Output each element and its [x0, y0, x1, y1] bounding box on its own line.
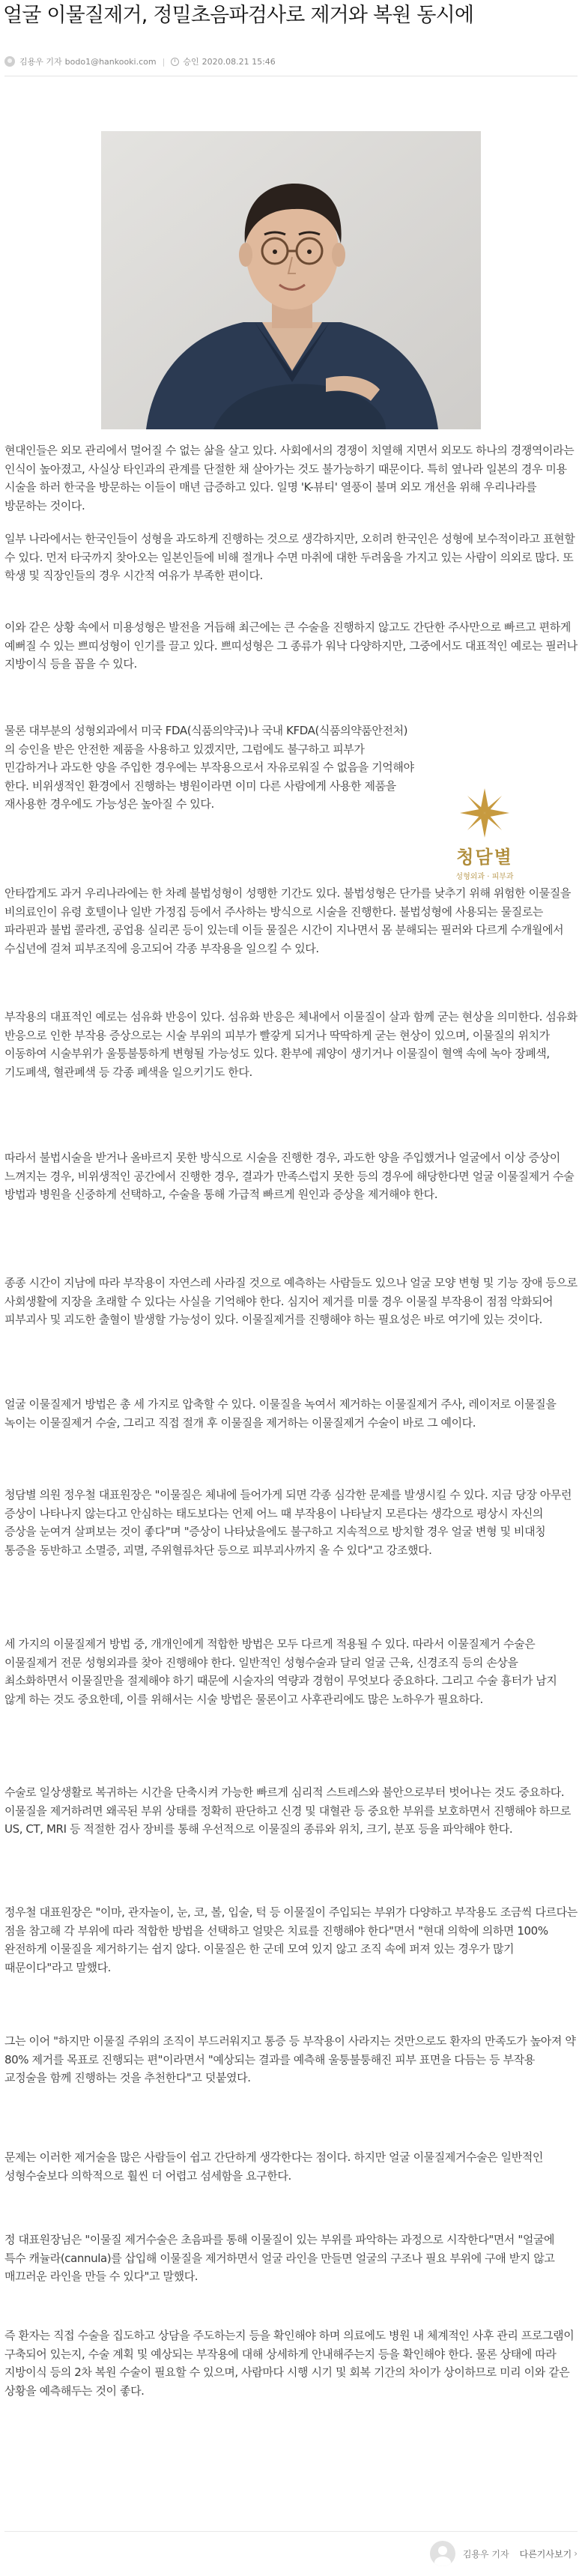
article-paragraph: 일부 나라에서는 한국인들이 성형을 과도하게 진행하는 것으로 생각하지만, 오히려 한국인은 성형에 보수적이라고 표현할 수 있다. 먼저 타국까지 찾아오는 일본인들에 비해 절개나 수면 마취에 대한 두려움을 가지고 있는 사람이 의외로 많다. 또 학생 및 직장인들의 경우 시간적 여유가 부족한 편이다.: [4, 532, 575, 583]
article-paragraph: 물론 대부분의 성형외과에서 미국 FDA(식품의약국)나 국내 KFDA(식품의약품안전처)의 승인을 받은 안전한 제품을 사용하고 있겠지만, 그럼에도 불구하고 피부가 민감하거나 과도한 양을 주입한 경우에는 부작용으로서 자유로워질 수 없음을 기억해야 한다. 비위생적인 환경에서 진행하는 병원이라면 이미 다른 사람에게 사용한 제품을 재사용한 경우에도 가능성은 높아질 수 있다.: [4, 724, 414, 811]
chevron-right-icon: ›: [574, 2548, 578, 2559]
footer-divider: [4, 2531, 578, 2532]
article-paragraph: 부작용의 대표적인 예로는 섬유화 반응이 있다. 섬유화 반응은 체내에서 이물질이 살과 함께 굳는 현상을 의미한다. 섬유화 반응으로 인한 부작용 증상으로는 시술 부위의 피부가 빨갛게 되거나 딱딱하게 굳는 현상이 있으며, 이물질의 위치가 이동하여 시술부위가 울퉁불퉁하게 변형될 가능성도 있다. 환부에 궤양이 생기거나 이물질이 혈액 속에 녹아 장폐색, 기도폐색, 혈관폐색 등 각종 폐색을 일으키기도 한다.: [4, 1010, 578, 1079]
article-paragraph: 현대인들은 외모 관리에서 멀어질 수 없는 삶을 살고 있다. 사회에서의 경쟁이 치열해 지면서 외모도 하나의 경쟁역이라는 인식이 높아졌고, 사실상 타인과의 관계를 단절한 채 살아가는 것도 불가능하기 때문이다. 특히 옆나라 일본의 경우 미용 시술을 하러 한국을 방문하는 이들이 매년 급증하고 있다. 일명 'K-뷰티' 열풍이 불며 외모 개선을 위해 우리나라를 방문하는 것이다.: [4, 444, 575, 513]
article-footer: [430, 2540, 578, 2567]
author-name[interactable]: 김용우 기자: [19, 57, 62, 67]
article-paragraph: 종종 시간이 지남에 따라 부작용이 자연스레 사라질 것으로 예측하는 사람들도 있으나 얼굴 모양 변형 및 기능 장애 등으로 사회생활에 지장을 초래할 수 있다는 사실을 기억해야 한다. 심지어 제거를 미룰 경우 이물질 부작용이 점점 악화되어 피부괴사 및 괴도한 출혈이 발생할 가능성이 있다. 이물질제거를 진행해야 하는 필요성은 바로 여기에 있는 것이다.: [4, 1276, 578, 1327]
byline-separator: |: [162, 56, 166, 67]
author-avatar-icon: [4, 56, 15, 67]
published-label: 승인: [183, 57, 199, 67]
article-paragraph: 정우철 대표원장은 "이마, 관자놀이, 눈, 코, 볼, 입술, 턱 등 이물질이 주입되는 부위가 다양하고 부작용도 조금씩 다르다는 점을 참고해 각 부위에 따라 적합한 방법을 선택하고 얼맞은 치료를 진행해야 한다"면서 "현대 의학에 의하면 100% 완전하게 이물질을 제거하기는 쉽지 않다. 이물질은 한 군데 모여 있지 않고 조직 속에 퍼져 있는 경우가 많기 때문이다"라고 말했다.: [4, 1905, 578, 1974]
portrait-photo-icon: [101, 131, 481, 429]
more-articles-link[interactable]: 다른기사보기: [519, 2548, 572, 2560]
article-paragraph: 안타깝게도 과거 우리나라에는 한 차례 불법성형이 성행한 기간도 있다. 불법성형은 단가를 낮추기 위해 위험한 이물질을 비의료인이 유령 호텔이나 일반 가정집 등에서 주사하는 방식으로 시술을 진행한다. 불법성형에 사용되는 물질로는 파라핀과 불법 콜라겐, 공업용 실리콘 등이 있는데 이들 물질은 시간이 지나면서 몸 분해되는 필러와 다르게 수개월에서 수십년에 걸쳐 피부조직에 응고되어 각종 부작용을 일으킬 수 있다.: [4, 886, 571, 955]
article-paragraph: 정 대표원장님은 "이물질 제거수술은 초음파를 통해 이물질이 있는 부위를 파악하는 과정으로 시작한다"면서 "얼굴에 특수 캐뉼라(cannula)를 삽입해 이물질을 제거하면서 얼굴 라인을 만들면 얼굴의 구조나 필요 부위에 구애 받지 않고 매끄러운 라인을 만들 수 있다"고 말했다.: [4, 2233, 555, 2284]
article-headline: 얼굴 이물질제거, 정밀초음파검사로 제거와 복원 동시에: [3, 4, 474, 27]
author-avatar-icon: [430, 2541, 455, 2566]
star-logo-icon: [458, 787, 511, 839]
article-paragraph: 청담별 의원 정우철 대표원장은 "이물질은 체내에 들어가게 되면 각종 심각한 문제를 발생시킬 수 있다. 지금 당장 아무런 증상이 나타나지 않는다고 안심하는 태도보다는 언제 어느 때 부작용이 나타날지 모른다는 생각으로 평상시 자신의 증상을 눈여겨 살펴보는 것이 좋다"며 "증상이 나타났을에도 불구하고 지속적으로 방치할 경우 얼굴 변형 및 비대칭 통증을 동반하고 소멸증, 괴멸, 주위혈류차단 등으로 피부괴사까지 올 수 있다"고 강조했다.: [4, 1488, 572, 1557]
published-date: 2020.08.21 15:46: [201, 56, 276, 67]
article-paragraph: 세 가지의 이물질제거 방법 중, 개개인에게 적합한 방법은 모두 다르게 적용될 수 있다. 따라서 이물질제거 수술은 이물질제거 전문 성형외과를 찾아 진행해야 한다. 일반적인 성형수술과 달리 얼굴 근육, 신경조직 등의 손상을 최소화하면서 이물질만을 절제해야 하기 때문에 시술자의 역량과 경험이 무엇보다 중요하다. 그리고 수술 흉터가 남지 않게 하는 것도 중요한데, 이를 위해서는 시술 방법은 물론이고 사후관리에도 많은 노하우가 필요하다.: [4, 1637, 557, 1706]
article-paragraph: 수술로 일상생활로 복귀하는 시간을 단축시켜 가능한 빠르게 심리적 스트레스와 불안으로부터 벗어나는 것도 중요하다. 이물질을 제거하려면 왜곡된 부위 상태를 정확히 판단하고 신경 및 대혈관 등 중요한 부위를 보호하면서 진행해야 하므로 US, CT, MRI 등 적절한 검사 장비를 통해 우선적으로 이물질의 종류와 위치, 크기, 분포 등을 파악해야 한다.: [4, 1786, 571, 1836]
author-email[interactable]: bodo1@hankooki.com: [64, 56, 157, 67]
article-paragraph: 이와 같은 상황 속에서 미용성형은 발전을 거듭해 최근에는 큰 수술을 진행하지 않고도 간단한 주사만으로 빠르고 편하게 예뻐질 수 있는 쁘띠성형이 인기를 끌고 있다. 쁘띠성형은 그 종류가 워낙 다양하지만, 그중에서도 대표적인 예로는 필러나 지방이식 등을 꼽을 수 있다.: [4, 620, 578, 671]
article-byline: [4, 52, 578, 70]
article-photo: [101, 131, 481, 429]
sponsor-logo-subtitle: 성형외과 · 피부과: [455, 873, 514, 881]
clock-icon: [171, 58, 179, 66]
sponsor-logo-name: 청담별: [456, 847, 513, 868]
sponsor-logo: [432, 787, 537, 888]
article-paragraph: 따라서 불법시술을 받거나 올바르지 못한 방식으로 시술을 진행한 경우, 과도한 양을 주입했거나 얼굴에서 이상 증상이 느껴지는 경우, 비위생적인 공간에서 진행한 경우, 결과가 만족스럽지 못한 등의 경우에 해당한다면 얼굴 이물질제거 수술 방법과 병원을 신중하게 선택하고, 수술을 통해 가급적 빠르게 원인과 증상을 제거해야 한다.: [4, 1151, 575, 1202]
article-paragraph: 문제는 이러한 제거술을 많은 사람들이 쉽고 간단하게 생각한다는 점이다. 하지만 얼굴 이물질제거수술은 일반적인 성형수술보다 의학적으로 훨씬 더 어렵고 섬세함을 요구한다.: [4, 2150, 544, 2183]
footer-author-name[interactable]: 김용우 기자: [462, 2548, 509, 2560]
article-paragraph: 즉 환자는 직접 수술을 집도하고 상담을 주도하는지 등을 확인해야 하며 의료에도 병원 내 체계적인 사후 관리 프로그램이 구축되어 있는지, 수술 계획 및 예상되는 부작용에 대해 상세하게 안내해주는지 등을 확인해야 한다. 물론 상태에 따라 지방이식 등의 2차 복원 수술이 필요할 수 있으며, 사람마다 시행 시기 및 회복 기간의 차이가 상이하므로 미리 이와 같은 상황을 예측해두는 것이 좋다.: [4, 2329, 575, 2398]
article-paragraph: 얼굴 이물질제거 방법은 총 세 가지로 압축할 수 있다. 이물질을 녹여서 제거하는 이물질제거 주사, 레이저로 이물질을 녹이는 이물질제거 수술, 그리고 직접 절개 후 이물질을 제거하는 이물질제거 수술이 바로 그 예이다.: [4, 1397, 557, 1430]
article-paragraph: 그는 이어 "하지만 이물질 주위의 조직이 부드러워지고 통증 등 부작용이 사라지는 것만으로도 환자의 만족도가 높아져 약 80% 제거를 목표로 진행되는 편"이라면서 "예상되는 결과를 예측해 울퉁불퉁해진 피부 표면을 다듬는 등 부작용 교정술을 함께 진행하는 것을 추천한다"고 덧붙였다.: [4, 2034, 576, 2085]
